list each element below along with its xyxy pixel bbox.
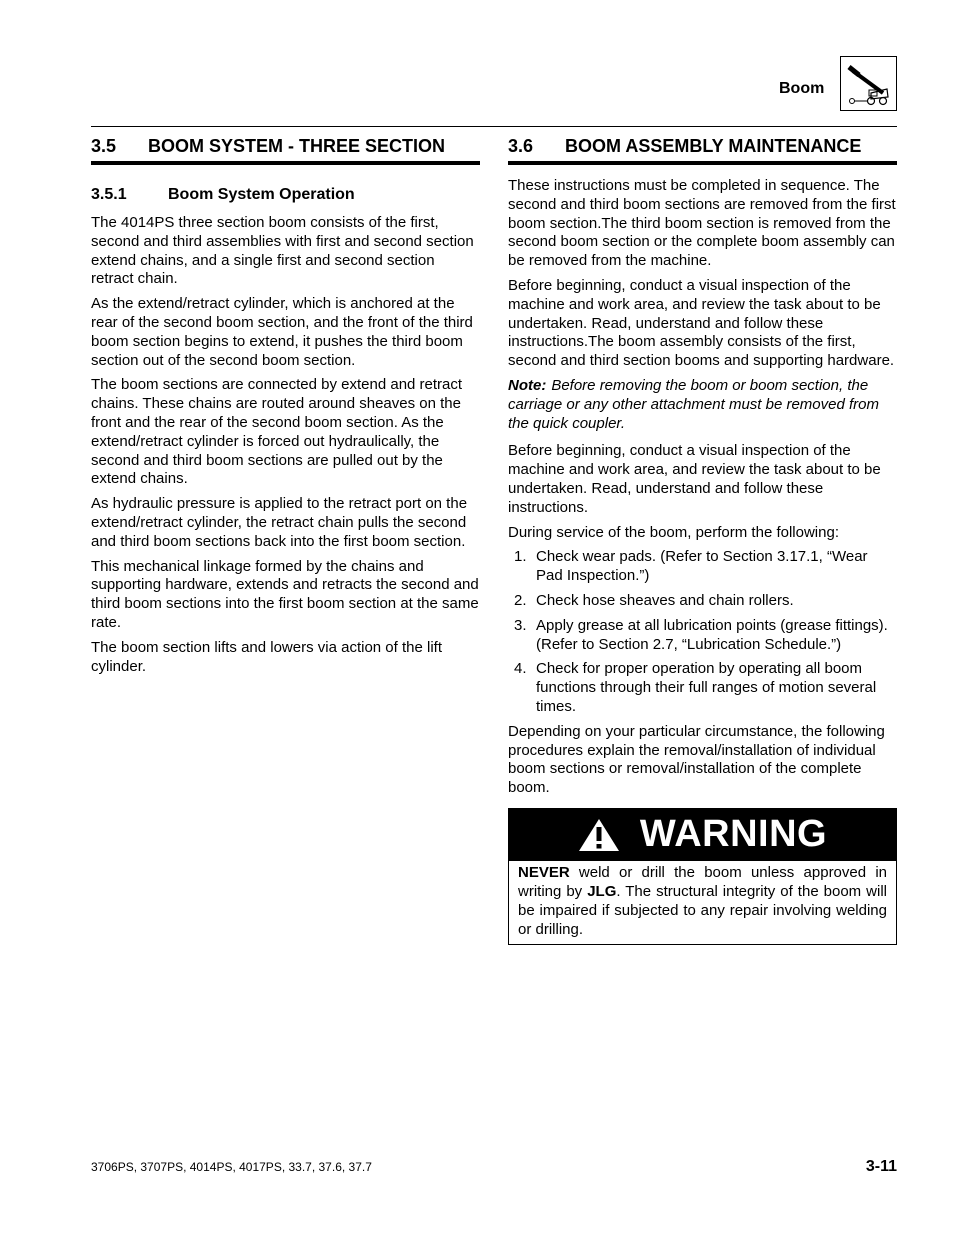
paragraph: These instructions must be completed in sequence. The second and third boom sections are removed from the first boom section.The third boom section is removed from the second boom section or the complete boom assembly can be removed from the machine. [508,177,896,270]
running-header-label: Boom [779,80,825,97]
warning-text-part: . The structural integrity of the boom will be impaired if subjected to any repair involving welding or drilling. [518,882,887,938]
step-number: 1. [514,548,527,566]
list-item [508,592,897,611]
paragraph: The boom sections are connected by extend and retract chains. These chains are routed around sheaves on the front and the rear of the second boom section. As the extend/retract cylinder is forced out hydraulically, the second and third boom sections are pulled out by the extend chains. [91,376,463,488]
section-number: 3.5 [91,136,117,156]
note [508,377,897,433]
header-rule [91,126,897,127]
warning-header [509,809,896,861]
paragraph: The boom section lifts and lowers via action of the lift cylinder. [91,638,443,675]
warning-title: WARNING [639,813,828,856]
paragraph: This mechanical linkage formed by the chains and supporting hardware, extends and retracts the second and third boom sections into the first boom section at the same rate. [91,557,479,631]
paragraph: Before beginning, conduct a visual inspection of the machine and work area, and review the task about to be undertaken. Read, understand and follow these instructions.The boom assembly consists of the first, second and third section booms and supporting hardware. [508,276,895,370]
paragraph: During service of the boom, perform the following: [508,523,839,541]
footer-model-list: 3706PS, 3707PS, 4014PS, 4017PS, 33.7, 37.6, 37.7 [91,1160,372,1174]
warning-box [508,808,897,945]
warning-text [509,861,896,944]
note-label: Note: [508,376,547,394]
maintenance-steps [508,548,897,716]
section-title: BOOM SYSTEM - THREE SECTION [148,136,446,156]
paragraph: As the extend/retract cylinder, which is anchored at the rear of the second boom section, and the front of the third boom section begins to extend, it pushes the third boom section out of the second boom section. [91,295,473,369]
warning-emphasis: JLG [587,882,617,900]
note-text: Before removing the boom or boom section, the carriage or any other attachment must be removed from the quick coupler. [508,376,880,432]
step-text: Check hose sheaves and chain rollers. [536,591,794,609]
paragraph: As hydraulic pressure is applied to the retract port on the extend/retract cylinder, the retract chain pulls the second and third boom sections back into the first boom section. [91,495,468,550]
right-column [508,134,897,945]
warning-triangle-icon [578,818,620,852]
step-number: 3. [514,616,527,634]
step-text: Check wear pads. (Refer to Section 3.17.1, “Wear Pad Inspection.”) [536,548,868,585]
section-3-6-heading [508,134,897,165]
step-text: Check for proper operation by operating all boom functions through their full ranges of motion several times. [536,660,877,715]
warning-text-part: weld or drill the boom unless approved in writing by [518,863,887,900]
page-number: 3-11 [865,1158,897,1175]
list-item [508,548,897,586]
step-text: Apply grease at all lubrication points (grease fittings). (Refer to Section 2.7, “Lubrication Schedule.”) [536,616,888,653]
section-title: BOOM ASSEMBLY MAINTENANCE [565,136,862,156]
paragraph: Before beginning, conduct a visual inspection of the machine and work area, and review the task about to be undertaken. Read, understand and follow these instructions. [508,442,881,516]
subsection-number: 3.5.1 [91,186,127,203]
boom-machine-icon [840,56,897,111]
paragraph: The 4014PS three section boom consists of the first, second and third assemblies with first and second section extend chains, and a single first and second section retract chain. [91,214,474,288]
step-number: 2. [514,591,527,609]
subsection-3-5-1-heading [91,185,480,205]
warning-emphasis: NEVER [518,863,570,881]
section-3-5-heading [91,134,480,165]
step-number: 4. [514,660,527,678]
paragraph: Depending on your particular circumstance, the following procedures explain the removal/installation of individual boom sections or removal/installation of the complete boom. [508,722,885,797]
list-item [508,617,897,655]
subsection-title: Boom System Operation [168,186,355,203]
list-item [508,660,897,716]
left-column [91,134,480,676]
section-number: 3.6 [508,136,534,156]
